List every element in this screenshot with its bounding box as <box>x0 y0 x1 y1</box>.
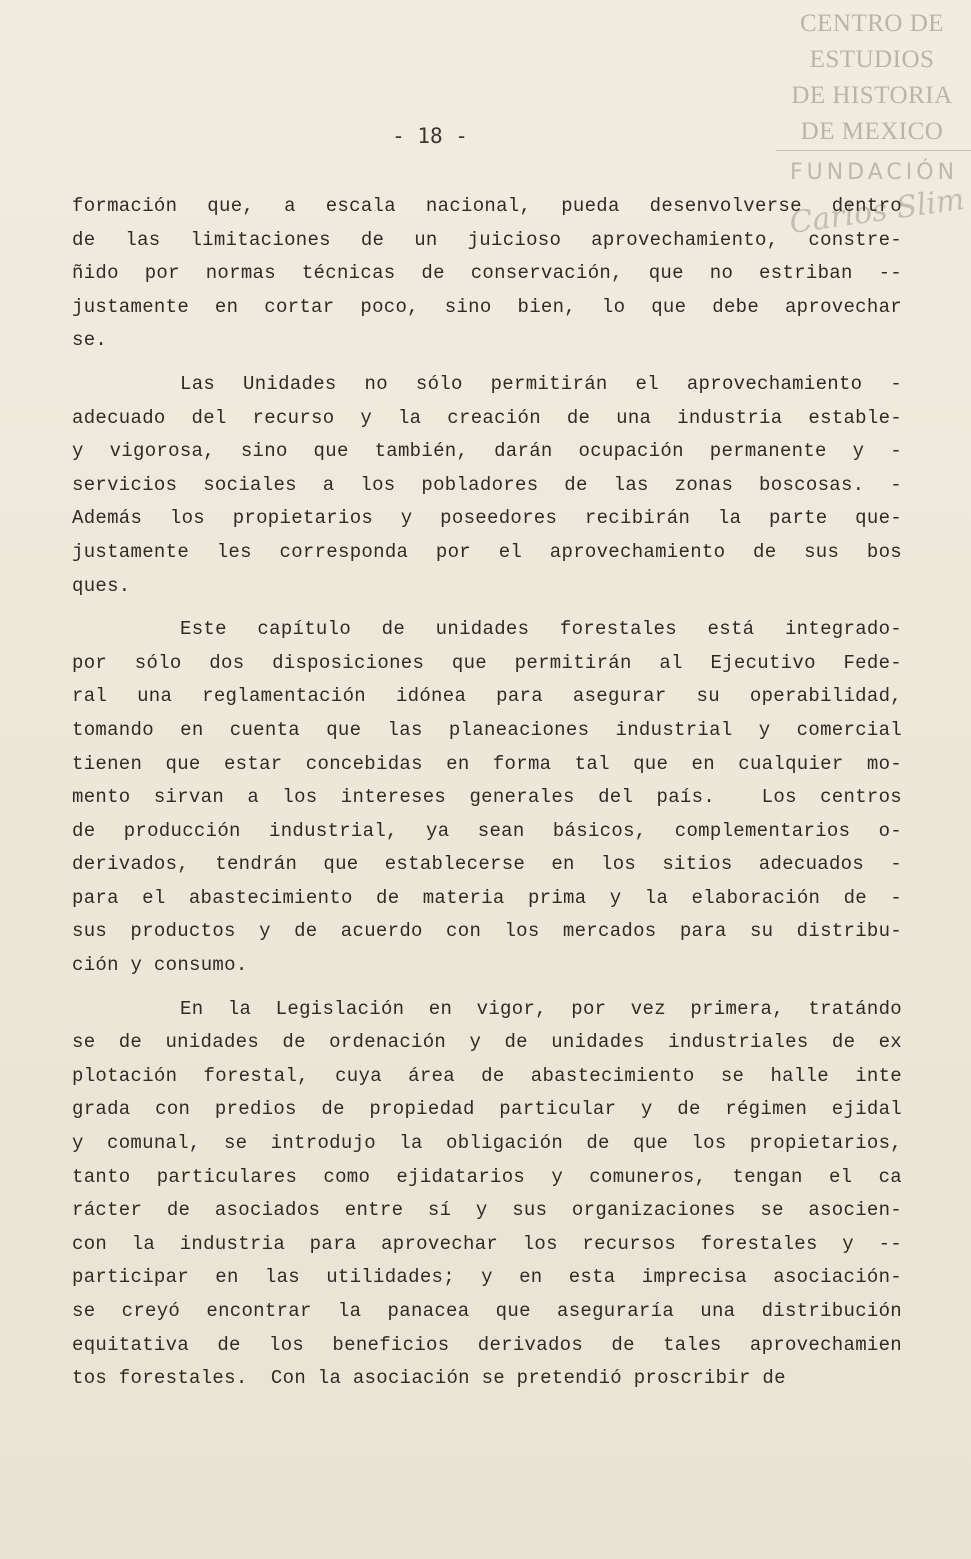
text-line: ques. <box>72 574 131 597</box>
text-line: de las limitaciones de un juicioso aprovechamiento, constre- <box>72 228 902 251</box>
text-line: tomando en cuenta que las planeaciones industrial y comercial <box>72 718 902 741</box>
text-line: adecuado del recurso y la creación de una industria estable- <box>72 406 902 429</box>
stamp-line: DE MEXICO <box>800 118 944 145</box>
paragraph <box>72 613 902 983</box>
text-line: Además los propietarios y poseedores recibirán la parte que- <box>72 507 902 530</box>
text-line: derivados, tendrán que establecerse en los sitios adecuados - <box>72 853 902 876</box>
stamp-line: DE HISTORIA <box>791 82 953 109</box>
text-line: se. <box>72 329 108 352</box>
text-line: tienen que estar concebidas en forma tal que en cualquier mo- <box>72 752 902 775</box>
stamp-divider <box>776 150 971 151</box>
text-line: mento sirvan a los intereses generales del país. Los centros <box>72 786 902 809</box>
paragraph <box>72 190 902 358</box>
text-line: participar en las utilidades; y en esta imprecisa asociación- <box>72 1266 902 1289</box>
stamp-foundation: FUNDACIÓN <box>789 160 959 185</box>
page-number: - 18 - <box>392 124 468 148</box>
text-line: rácter de asociados entre sí y sus organizaciones se asocien- <box>72 1199 902 1222</box>
text-line: grada con predios de propiedad particular y de régimen ejidal <box>72 1098 902 1121</box>
document-body <box>72 190 902 1406</box>
text-line: sus productos y de acuerdo con los mercados para su distribu- <box>72 920 902 943</box>
text-line: para el abastecimiento de materia prima y la elaboración de - <box>72 886 902 909</box>
text-line: con la industria para aprovechar los recursos forestales y -- <box>72 1232 902 1255</box>
text-line: de producción industrial, ya sean básicos, complementarios o- <box>72 819 902 842</box>
text-line: ral una reglamentación idónea para asegurar su operabilidad, <box>72 685 902 708</box>
text-line: Este capítulo de unidades forestales está integrado- <box>180 618 902 641</box>
text-line: justamente les corresponda por el aprovechamiento de sus bos <box>72 540 902 563</box>
text-line: se de unidades de ordenación y de unidades industriales de ex <box>72 1031 902 1054</box>
text-line: servicios sociales a los pobladores de las zonas boscosas. - <box>72 473 902 496</box>
text-line: tos forestales. Con la asociación se pretendió proscribir de <box>72 1367 786 1390</box>
text-line: ñido por normas técnicas de conservación, que no estriban -- <box>72 262 902 285</box>
text-line: En la Legislación en vigor, por vez primera, tratándo <box>180 997 902 1020</box>
text-line: se creyó encontrar la panacea que aseguraría una distribución <box>72 1300 902 1322</box>
archive-stamp <box>777 6 967 150</box>
text-line: y vigorosa, sino que también, darán ocupación permanente y - <box>72 440 902 463</box>
stamp-line: ESTUDIOS <box>809 46 935 73</box>
paragraph <box>72 993 902 1396</box>
text-line: plotación forestal, cuya área de abastecimiento se halle inte <box>72 1064 902 1087</box>
signature-watermark: Carlos Slim <box>787 181 967 242</box>
text-line: y comunal, se introdujo la obligación de que los propietarios, <box>72 1132 902 1155</box>
paragraph <box>72 368 902 603</box>
text-line: tanto particulares como ejidatarios y comuneros, tengan el ca <box>72 1165 902 1188</box>
text-line: por sólo dos disposiciones que permitirán al Ejecutivo Fede- <box>72 651 902 674</box>
text-line: formación que, a escala nacional, pueda desenvolverse dentro <box>72 195 902 217</box>
text-line: Las Unidades no sólo permitirán el aprovechamiento - <box>180 372 902 395</box>
text-line: ción y consumo. <box>72 954 248 977</box>
text-line: equitativa de los beneficios derivados de tales aprovechamien <box>72 1333 902 1356</box>
text-line: justamente en cortar poco, sino bien, lo que debe aprovechar <box>72 295 902 318</box>
stamp-line: CENTRO DE <box>799 10 945 37</box>
